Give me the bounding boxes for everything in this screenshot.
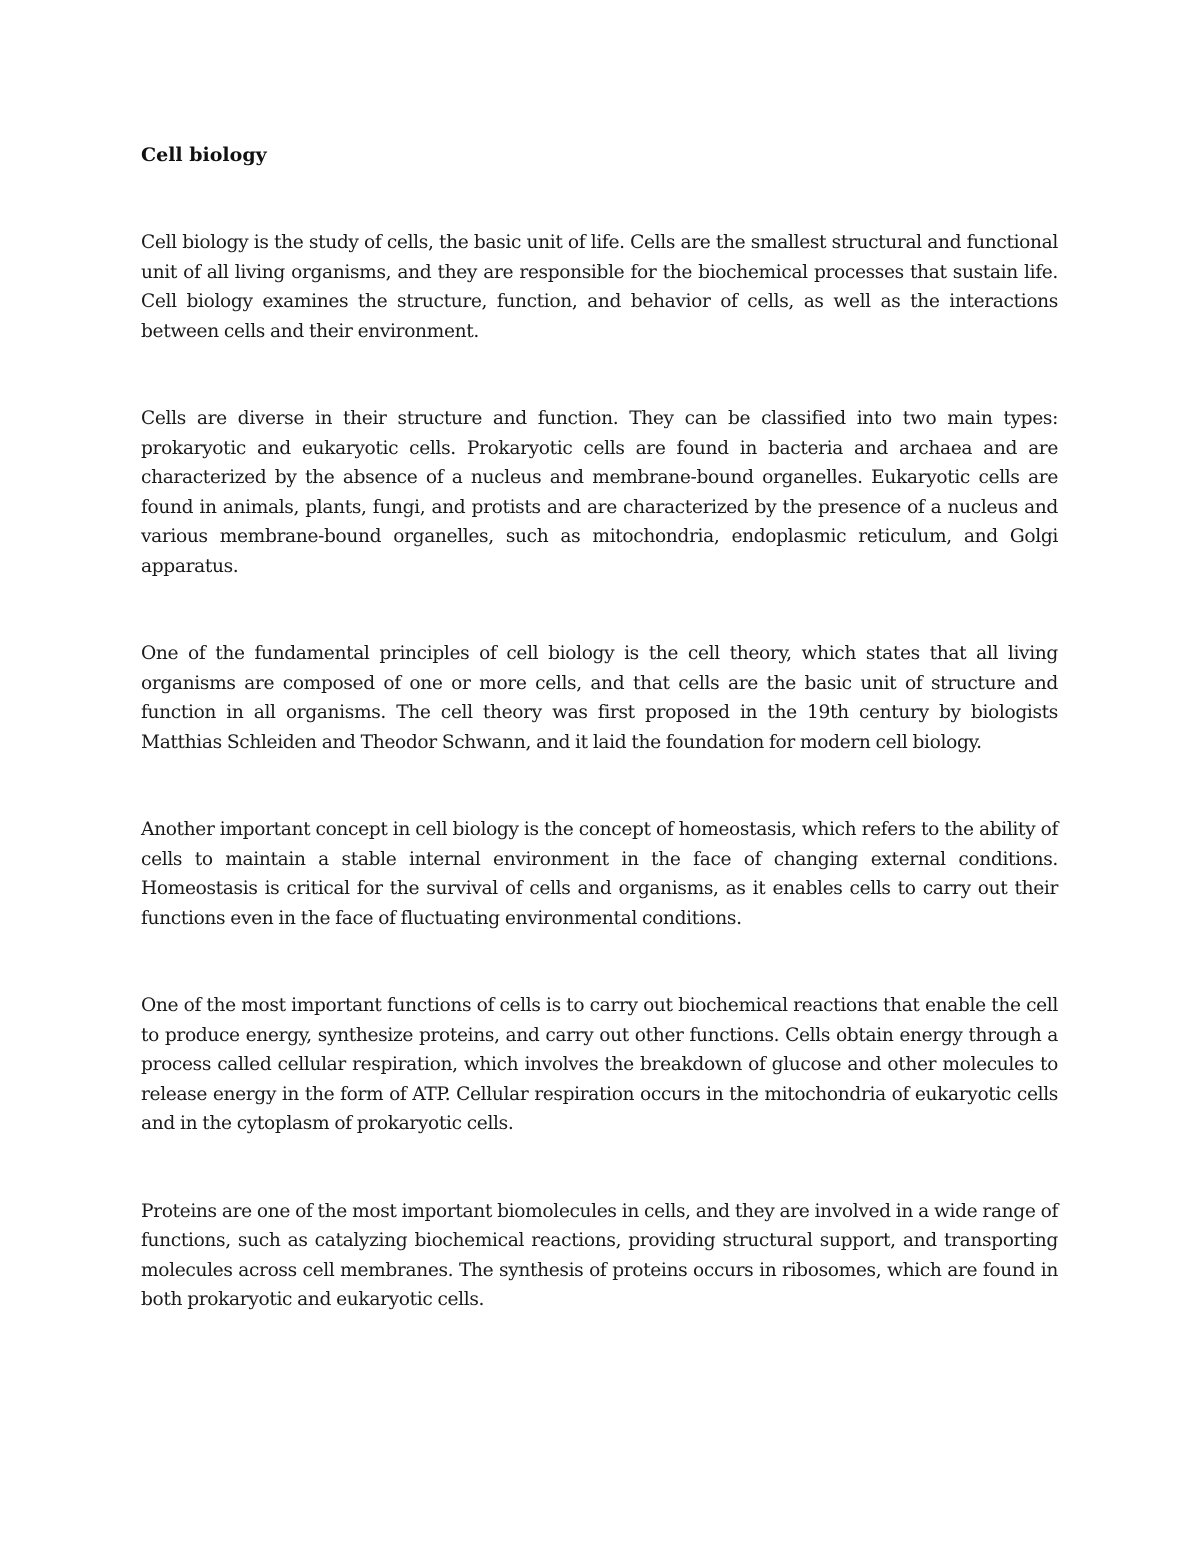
document-title: Cell biology: [141, 144, 267, 166]
document-body: [141, 141, 1058, 1315]
paragraph-cell-types: Cells are diverse in their structure and function. They can be classified into two main types: prokaryotic and eukaryotic cells. Prokaryotic cells are found in bacteria and archaea and are characterized by the absence of a nucleus and membrane-bound organelles. Eukaryotic cells are found in animals, plants, fungi, and protists and are characterized by the presence of a nucleus and various membrane-bound organelles, such as mitochondria, endoplasmic reticulum, and Golgi apparatus.: [141, 408, 1058, 577]
paragraph-proteins: Proteins are one of the most important biomolecules in cells, and they are involved in a wide range of functions, such as catalyzing biochemical reactions, providing structural support, and transporting molecules across cell membranes. The synthesis of proteins occurs in ribosomes, which are found in both prokaryotic and eukaryotic cells.: [141, 1200, 1058, 1310]
paragraph-cell-theory: One of the fundamental principles of cell biology is the cell theory, which states that all living organisms are composed of one or more cells, and that cells are the basic unit of structure and function in all organisms. The cell theory was first proposed in the 19th century by biologists Matthias Schleiden and Theodor Schwann, and it laid the foundation for modern cell biology.: [141, 643, 1058, 753]
paragraph-homeostasis: Another important concept in cell biology is the concept of homeostasis, which refers to the ability of cells to maintain a stable internal environment in the face of changing external conditions. Homeostasis is critical for the survival of cells and organisms, as it enables cells to carry out their functions even in the face of fluctuating environmental conditions.: [141, 819, 1058, 929]
paragraph-intro: Cell biology is the study of cells, the basic unit of life. Cells are the smallest structural and functional unit of all living organisms, and they are responsible for the biochemical processes that sustain life. Cell biology examines the structure, function, and behavior of cells, as well as the interactions between cells and their environment.: [141, 232, 1058, 342]
paragraph-biochemical-reactions: One of the most important functions of cells is to carry out biochemical reactions that enable the cell to produce energy, synthesize proteins, and carry out other functions. Cells obtain energy through a process called cellular respiration, which involves the breakdown of glucose and other molecules to release energy in the form of ATP. Cellular respiration occurs in the mitochondria of eukaryotic cells and in the cytoplasm of prokaryotic cells.: [141, 995, 1058, 1134]
